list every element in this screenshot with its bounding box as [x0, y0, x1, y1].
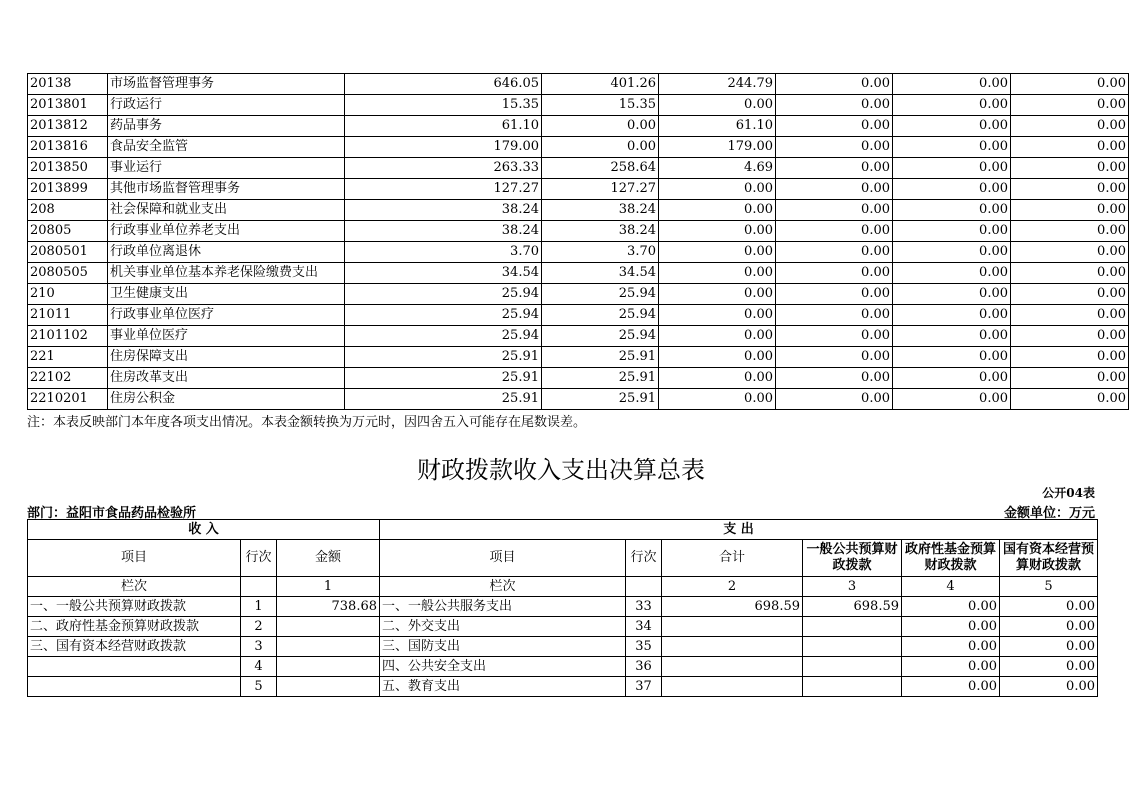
subject-name-cell: 食品安全监管: [108, 137, 345, 158]
income-item-cell: 二、政府性基金预算财政拨款: [28, 617, 241, 637]
amount-cell: 0.00: [893, 221, 1011, 242]
amount-cell: 25.91: [345, 347, 542, 368]
income-item-cell: [28, 657, 241, 677]
subject-name-cell: 社会保障和就业支出: [108, 200, 345, 221]
subject-code-cell: 2013899: [28, 179, 108, 200]
amount-cell: 0.00: [893, 242, 1011, 263]
amount-cell: 25.94: [345, 326, 542, 347]
subject-code-cell: 2013801: [28, 95, 108, 116]
state-capital-cell: 0.00: [1000, 617, 1098, 637]
table-row: [28, 368, 1129, 389]
income-rowno-cell: 2: [241, 617, 277, 637]
total-cell: 698.59: [662, 597, 803, 617]
subject-name-cell: 行政事业单位医疗: [108, 305, 345, 326]
column-number-1: 1: [277, 577, 380, 597]
amount-cell: 0.00: [1011, 74, 1129, 95]
amount-cell: 3.70: [542, 242, 659, 263]
subject-name-cell: 机关事业单位基本养老保险缴费支出: [108, 263, 345, 284]
subject-code-cell: 208: [28, 200, 108, 221]
amount-cell: 0.00: [1011, 137, 1129, 158]
amount-cell: 25.91: [542, 389, 659, 410]
total-cell: [662, 617, 803, 637]
amount-cell: 0.00: [659, 221, 776, 242]
amount-cell: 263.33: [345, 158, 542, 179]
subject-name-cell: 行政单位离退休: [108, 242, 345, 263]
column-number-5: 5: [1000, 577, 1098, 597]
amount-cell: 127.27: [345, 179, 542, 200]
amount-cell: 0.00: [776, 179, 893, 200]
table-row: [28, 347, 1129, 368]
income-rowno-cell: 1: [241, 597, 277, 617]
amount-cell: 0.00: [893, 284, 1011, 305]
general-budget-header: 一般公共预算财政拨款: [803, 540, 902, 577]
subject-code-cell: 2080501: [28, 242, 108, 263]
subject-name-cell: 市场监督管理事务: [108, 74, 345, 95]
form-code: 公开04表: [1042, 486, 1095, 500]
amount-cell: 0.00: [893, 389, 1011, 410]
subject-code-cell: 22102: [28, 368, 108, 389]
amount-cell: 0.00: [659, 179, 776, 200]
general-budget-cell: [803, 677, 902, 697]
amount-cell: 0.00: [893, 116, 1011, 137]
amount-cell: 0.00: [1011, 95, 1129, 116]
amount-cell: 0.00: [1011, 200, 1129, 221]
table-row: [28, 617, 1098, 637]
amount-cell: 0.00: [776, 284, 893, 305]
amount-cell: 0.00: [1011, 347, 1129, 368]
amount-cell: 0.00: [1011, 158, 1129, 179]
amount-cell: 15.35: [542, 95, 659, 116]
amount-cell: 244.79: [659, 74, 776, 95]
amount-cell: 0.00: [1011, 284, 1129, 305]
amount-cell: 646.05: [345, 74, 542, 95]
subject-name-cell: 行政运行: [108, 95, 345, 116]
amount-cell: 25.94: [542, 305, 659, 326]
amount-cell: 0.00: [542, 116, 659, 137]
amount-cell: 0.00: [893, 95, 1011, 116]
amount-cell: 0.00: [776, 347, 893, 368]
amount-cell: 61.10: [659, 116, 776, 137]
amount-cell: 34.54: [542, 263, 659, 284]
amount-cell: 0.00: [893, 137, 1011, 158]
column-number-2: 2: [662, 577, 803, 597]
subject-code-cell: 21011: [28, 305, 108, 326]
amount-cell: 61.10: [345, 116, 542, 137]
amount-cell: 25.91: [542, 368, 659, 389]
income-rowno-header: 行次: [241, 540, 277, 577]
subject-name-cell: 住房公积金: [108, 389, 345, 410]
state-capital-cell: 0.00: [1000, 597, 1098, 617]
state-capital-cell: 0.00: [1000, 637, 1098, 657]
header-row-1: [28, 520, 1098, 540]
amount-cell: 0.00: [659, 347, 776, 368]
amount-cell: 179.00: [345, 137, 542, 158]
department-label: 部门：益阳市食品药品检验所: [27, 506, 197, 521]
amount-cell: 0.00: [776, 200, 893, 221]
income-amount-cell: [277, 677, 380, 697]
amount-cell: 25.94: [542, 284, 659, 305]
table-row: [28, 200, 1129, 221]
income-item-cell: 三、国有资本经营财政拨款: [28, 637, 241, 657]
amount-cell: 0.00: [659, 305, 776, 326]
amount-cell: 0.00: [893, 347, 1011, 368]
amount-cell: 0.00: [893, 263, 1011, 284]
subject-name-cell: 药品事务: [108, 116, 345, 137]
gov-fund-cell: 0.00: [902, 617, 1000, 637]
subject-code-cell: 20805: [28, 221, 108, 242]
amount-cell: 25.94: [345, 284, 542, 305]
general-budget-cell: [803, 657, 902, 677]
amount-cell: 0.00: [893, 200, 1011, 221]
expense-rowno-cell: 37: [626, 677, 662, 697]
gov-fund-header: 政府性基金预算财政拨款: [902, 540, 1000, 577]
state-capital-cell: 0.00: [1000, 657, 1098, 677]
income-item-cell: 一、一般公共预算财政拨款: [28, 597, 241, 617]
total-cell: [662, 657, 803, 677]
amount-cell: 0.00: [659, 95, 776, 116]
subject-code-cell: 221: [28, 347, 108, 368]
amount-cell: 0.00: [776, 305, 893, 326]
table-row: [28, 221, 1129, 242]
page-title: 财政拨款收入支出决算总表: [417, 456, 705, 484]
amount-cell: 0.00: [659, 263, 776, 284]
income-amount-header: 金额: [277, 540, 380, 577]
amount-cell: 0.00: [1011, 116, 1129, 137]
general-budget-cell: 698.59: [803, 597, 902, 617]
general-budget-cell: [803, 617, 902, 637]
general-budget-cell: [803, 637, 902, 657]
total-cell: [662, 637, 803, 657]
subject-code-cell: 2013812: [28, 116, 108, 137]
table-row: [28, 137, 1129, 158]
amount-cell: 0.00: [1011, 221, 1129, 242]
subject-name-cell: 住房保障支出: [108, 347, 345, 368]
table-row: [28, 389, 1129, 410]
amount-cell: 0.00: [776, 95, 893, 116]
table-row: [28, 74, 1129, 95]
subject-name-cell: 行政事业单位养老支出: [108, 221, 345, 242]
column-label-right: 栏次: [380, 577, 626, 597]
table-row: [28, 242, 1129, 263]
amount-cell: 0.00: [659, 368, 776, 389]
amount-cell: 0.00: [1011, 389, 1129, 410]
amount-cell: 0.00: [893, 305, 1011, 326]
amount-cell: 0.00: [893, 74, 1011, 95]
expense-rowno-header: 行次: [626, 540, 662, 577]
income-amount-cell: [277, 637, 380, 657]
subject-code-cell: 20138: [28, 74, 108, 95]
subject-code-cell: 2013816: [28, 137, 108, 158]
amount-cell: 0.00: [1011, 263, 1129, 284]
amount-cell: 258.64: [542, 158, 659, 179]
income-item-cell: [28, 677, 241, 697]
fiscal-summary-body: [28, 597, 1098, 697]
amount-cell: 0.00: [1011, 242, 1129, 263]
subject-code-cell: 2080505: [28, 263, 108, 284]
amount-cell: 38.24: [542, 221, 659, 242]
column-number-3: 3: [803, 577, 902, 597]
amount-cell: 3.70: [345, 242, 542, 263]
income-amount-cell: [277, 617, 380, 637]
amount-cell: 0.00: [659, 200, 776, 221]
state-capital-header: 国有资本经营预算财政拨款: [1000, 540, 1098, 577]
amount-cell: 0.00: [893, 179, 1011, 200]
total-cell: [662, 677, 803, 697]
expense-item-cell: 五、教育支出: [380, 677, 626, 697]
amount-cell: 179.00: [659, 137, 776, 158]
expense-rowno-cell: 35: [626, 637, 662, 657]
amount-cell: 38.24: [542, 200, 659, 221]
amount-cell: 0.00: [776, 74, 893, 95]
table-row: [28, 326, 1129, 347]
table-row: [28, 657, 1098, 677]
blank-cell: [241, 577, 277, 597]
amount-cell: 127.27: [542, 179, 659, 200]
expense-rowno-cell: 33: [626, 597, 662, 617]
amount-cell: 0.00: [776, 389, 893, 410]
amount-cell: 0.00: [659, 242, 776, 263]
gov-fund-cell: 0.00: [902, 637, 1000, 657]
amount-cell: 0.00: [776, 368, 893, 389]
amount-cell: 0.00: [776, 158, 893, 179]
amount-unit-label: 金额单位：万元: [1003, 506, 1095, 521]
table-row: [28, 637, 1098, 657]
amount-cell: 4.69: [659, 158, 776, 179]
income-rowno-cell: 3: [241, 637, 277, 657]
amount-cell: 15.35: [345, 95, 542, 116]
amount-cell: 0.00: [659, 389, 776, 410]
amount-cell: 0.00: [776, 116, 893, 137]
subject-code-cell: 2101102: [28, 326, 108, 347]
table-row: [28, 158, 1129, 179]
amount-cell: 34.54: [345, 263, 542, 284]
table-row: [28, 95, 1129, 116]
income-amount-cell: 738.68: [277, 597, 380, 617]
table-row: [28, 305, 1129, 326]
table-note: 注：本表反映部门本年度各项支出情况。本表金额转换为万元时，因四舍五入可能存在尾数误差。: [27, 415, 587, 430]
amount-cell: 0.00: [542, 137, 659, 158]
subject-name-cell: 事业单位医疗: [108, 326, 345, 347]
income-item-header: 项目: [28, 540, 241, 577]
amount-cell: 0.00: [776, 137, 893, 158]
amount-cell: 0.00: [893, 158, 1011, 179]
amount-cell: 0.00: [1011, 305, 1129, 326]
subject-name-cell: 卫生健康支出: [108, 284, 345, 305]
expense-item-cell: 三、国防支出: [380, 637, 626, 657]
table-row: [28, 677, 1098, 697]
gov-fund-cell: 0.00: [902, 597, 1000, 617]
subject-name-cell: 其他市场监督管理事务: [108, 179, 345, 200]
expense-detail-table: [27, 73, 1129, 410]
amount-cell: 0.00: [1011, 368, 1129, 389]
amount-cell: 25.91: [345, 389, 542, 410]
amount-cell: 0.00: [1011, 179, 1129, 200]
amount-cell: 0.00: [1011, 326, 1129, 347]
amount-cell: 0.00: [893, 326, 1011, 347]
amount-cell: 401.26: [542, 74, 659, 95]
subject-name-cell: 住房改革支出: [108, 368, 345, 389]
amount-cell: 0.00: [893, 368, 1011, 389]
table-row: [28, 284, 1129, 305]
expense-item-cell: 二、外交支出: [380, 617, 626, 637]
amount-cell: 25.94: [345, 305, 542, 326]
table-row: [28, 597, 1098, 617]
subject-code-cell: 2210201: [28, 389, 108, 410]
table-row: [28, 116, 1129, 137]
blank-cell: [626, 577, 662, 597]
fiscal-summary-table: [27, 519, 1098, 697]
header-row-2: [28, 540, 1098, 577]
table-row: [28, 179, 1129, 200]
income-rowno-cell: 5: [241, 677, 277, 697]
amount-cell: 38.24: [345, 221, 542, 242]
expense-detail-body: [28, 74, 1129, 410]
expense-rowno-cell: 36: [626, 657, 662, 677]
income-header: 收 入: [28, 520, 380, 540]
gov-fund-cell: 0.00: [902, 677, 1000, 697]
income-amount-cell: [277, 657, 380, 677]
expense-item-cell: 四、公共安全支出: [380, 657, 626, 677]
expense-item-header: 项目: [380, 540, 626, 577]
subject-name-cell: 事业运行: [108, 158, 345, 179]
amount-cell: 0.00: [776, 221, 893, 242]
subject-code-cell: 2013850: [28, 158, 108, 179]
state-capital-cell: 0.00: [1000, 677, 1098, 697]
amount-cell: 38.24: [345, 200, 542, 221]
amount-cell: 0.00: [659, 326, 776, 347]
column-number-4: 4: [902, 577, 1000, 597]
subject-code-cell: 210: [28, 284, 108, 305]
gov-fund-cell: 0.00: [902, 657, 1000, 677]
amount-cell: 25.94: [542, 326, 659, 347]
income-rowno-cell: 4: [241, 657, 277, 677]
amount-cell: 25.91: [542, 347, 659, 368]
expense-rowno-cell: 34: [626, 617, 662, 637]
amount-cell: 0.00: [776, 326, 893, 347]
column-label-left: 栏次: [28, 577, 241, 597]
expense-item-cell: 一、一般公共服务支出: [380, 597, 626, 617]
amount-cell: 0.00: [659, 284, 776, 305]
amount-cell: 25.91: [345, 368, 542, 389]
amount-cell: 0.00: [776, 242, 893, 263]
amount-cell: 0.00: [776, 263, 893, 284]
column-number-row: [28, 577, 1098, 597]
expense-header: 支 出: [380, 520, 1098, 540]
total-header: 合计: [662, 540, 803, 577]
table-row: [28, 263, 1129, 284]
